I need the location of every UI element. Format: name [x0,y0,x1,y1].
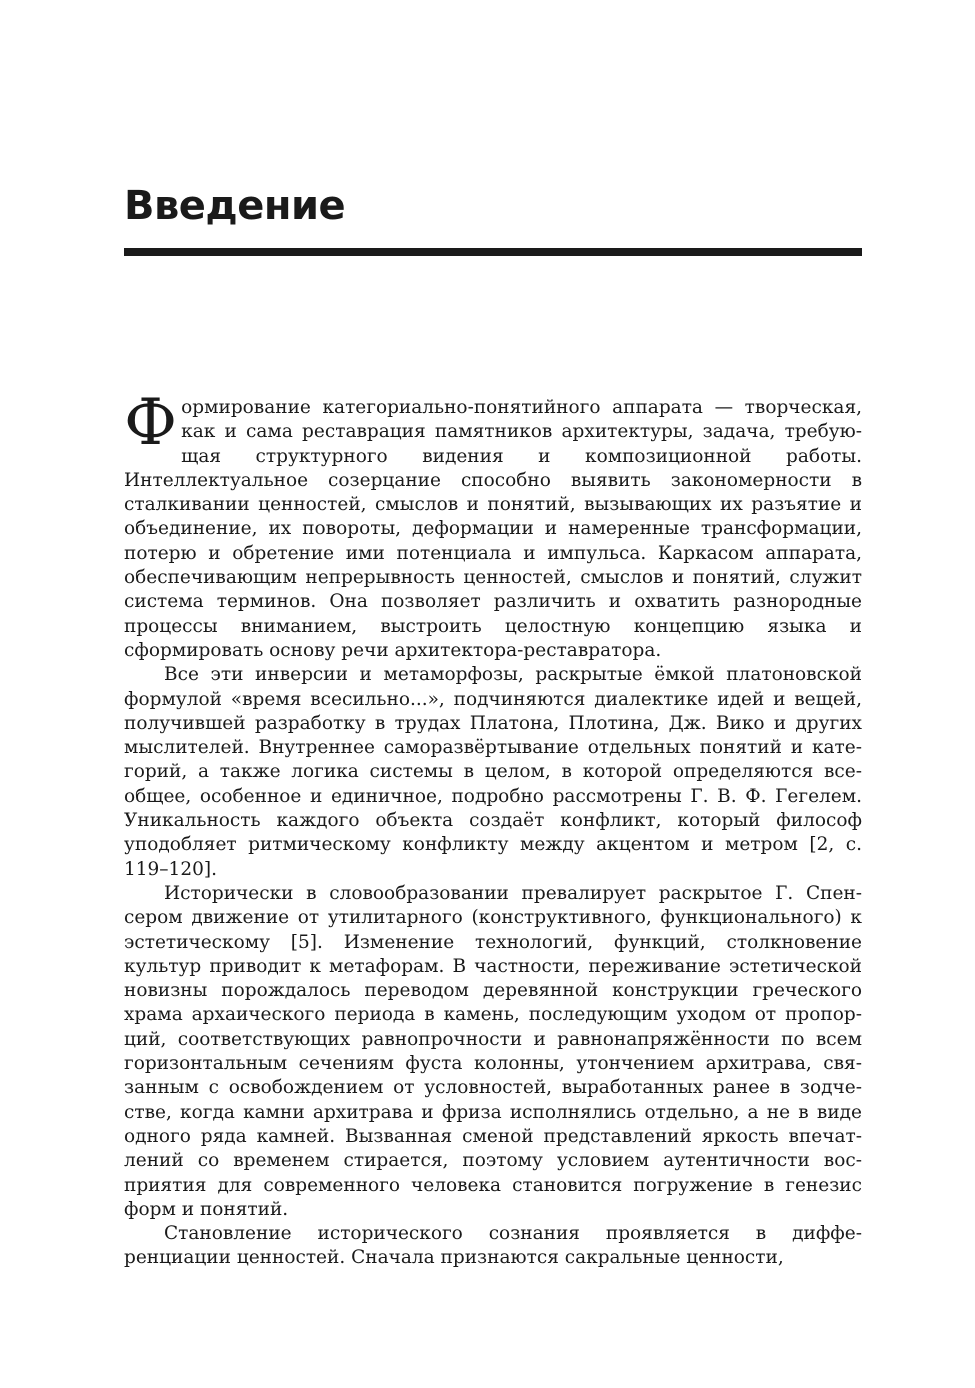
paragraph-2: Все эти инверсии и метаморфозы, раскрытые ёмкой платоновской формулой «время всесильно...», подчиняются диалектике идей и вещей, получившей разработку в трудах Платона, Плотина, Дж. Вико и других мыслителей. Внутреннее саморазвёртывание отдельных понятий и категорий, а также логика системы в целом, в которой определяются всеобщее, особенное и единичное, подробно рассмотрены Г. В. Ф. Гегелем. Уникальность каждого объекта создаёт конфликт, который философ уподобляет ритмическому конфликту между акцентом и метром [2, с. 119–120]. [124,664,862,880]
chapter-title: Введение [124,183,346,229]
body-text [124,386,862,1271]
paragraph-3: Исторически в словообразовании превалирует раскрытое Г. Спенсером движение от утилитарного (конструктивного, функционального) к эстетическому [5]. Изменение технологий, функций, столкновение культур приводит к метафорам. В частности, переживание эстетической новизны порождалось переводом деревянной конструкции греческого храма архаического периода в камень, последующим уходом от пропорций, соответствующих равнопрочности и равнонапряжённости по всем горизонтальным сечениям фуста колонны, утончением архитрава, связанным с освобождением от условностей, выработанных ранее в зодчестве, когда камни архитрава и фриза исполнялись отдельно, а не в виде одного ряда камней. Вызванная сменой представлений яркость впечатлений со временем стирается, поэтому условием аутентичности восприятия для современного человека становится погружение в генезис форм и понятий. [124,882,862,1220]
paragraph-4: Становление исторического сознания проявляется в дифференциации ценностей. Сначала признаются сакральные ценности, [124,1223,862,1269]
paragraph-1-text: ормирование категориально-понятийного аппарата — творческая, как и сама реставрация памятников архитектуры, задача, требующая структурного видения и композиционной работы. Интеллектуальное созерцание способно выявить закономерности в сталкивании ценностей, смыслов и понятий, вызывающих их разъятие и объединение, их повороты, деформации и намеренные трансформации, потерю и обретение ими потенциала и импульса. Каркасом аппарата, обеспечивающим непрерывность ценностей, смыслов и понятий, служит система терминов. Она позволяет различить и охватить разнородные процессы вниманием, выстроить целостную концепцию языка и сформировать основу речи архитектора-реставратора. [124,397,862,661]
title-underline-rule [124,248,862,256]
drop-cap-letter: Ф [124,386,178,460]
paragraph-1 [124,386,862,663]
